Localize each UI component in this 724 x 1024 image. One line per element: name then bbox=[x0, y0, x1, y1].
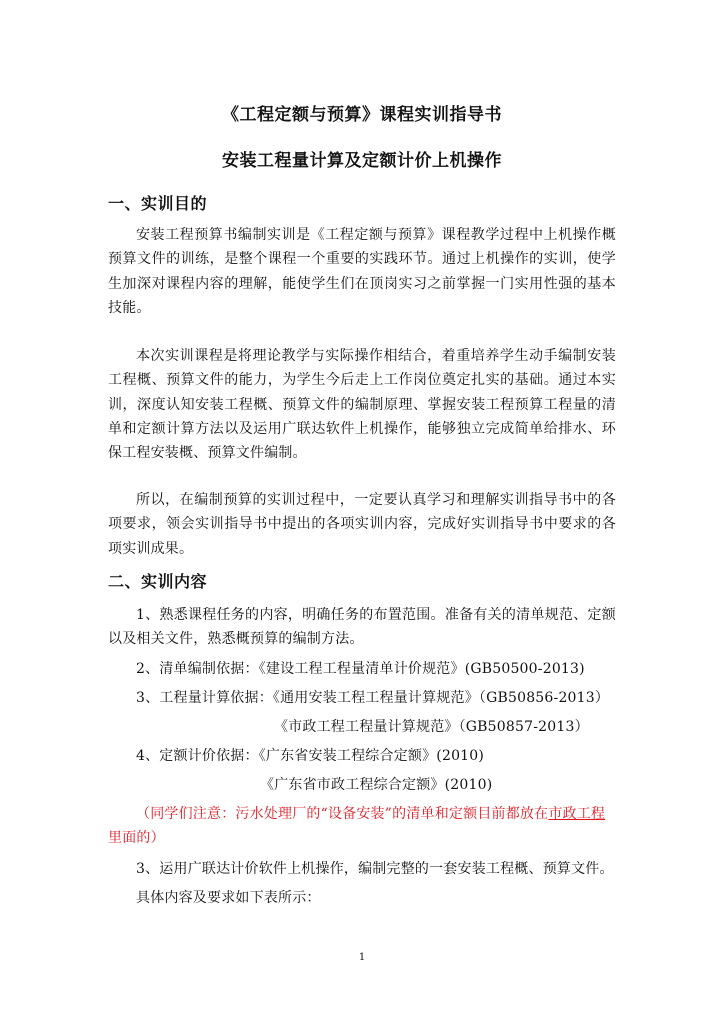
content-item-5: 3、运用广联达计价软件上机操作，编制完整的一套安装工程概、预算文件。 bbox=[136, 861, 614, 877]
objective-paragraph-3: 所以，在编制预算的实训过程中，一定要认真学习和理解实训指导书中的各项要求，领会实训指导书中提出的各项实训内容，完成好实训指导书中要求的各项实训成果。 bbox=[108, 492, 616, 557]
student-notice bbox=[108, 802, 616, 850]
content-item-4: 4、定额计价依据：《广东省安装工程综合定额》(2010) bbox=[136, 748, 485, 764]
notice-text-start: （同学们注意：污水处理厂的“设备安装”的清单和定额目前都放在 bbox=[136, 806, 549, 822]
notice-text-end: 里面的） bbox=[108, 830, 165, 846]
document-title: 《工程定额与预算》课程实训指导书 bbox=[222, 105, 502, 125]
section-heading-objective: 一、实训目的 bbox=[108, 194, 208, 213]
content-item-1: 1、熟悉课程任务的内容，明确任务的布置范围。准备有关的清单规范、定额以及相关文件，熟悉概预算的编制方法。 bbox=[108, 607, 616, 648]
notice-underlined-text: 市政工程 bbox=[548, 806, 606, 822]
objective-paragraph-2: 本次实训课程是将理论教学与实际操作相结合，着重培养学生动手编制安装工程概、预算文件的能力，为学生今后走上工作岗位奠定扎实的基础。通过本实训，深度认知安装工程概、预算文件的编制原理、掌握安装工程预算工程量的清单和定额计算方法以及运用广联达软件上机操作，能够独立完成简单给排水、环保工程安装概、预算文件编制。 bbox=[108, 348, 616, 462]
content-item-2: 2、清单编制依据：《建设工程工程量清单计价规范》(GB50500-2013) bbox=[136, 661, 585, 677]
content-item-3-continued: 《市政工程工程量计算规范》（GB50857-2013） bbox=[274, 719, 589, 735]
page-number: 1 bbox=[358, 952, 366, 963]
content-item-4-continued: 《广东省市政工程综合定额》(2010) bbox=[260, 777, 493, 793]
content-item-6: 具体内容及要求如下表所示： bbox=[136, 890, 321, 906]
content-item-3: 3、工程量计算依据：《通用安装工程工程量计算规范》（GB50856-2013） bbox=[136, 690, 610, 706]
section-heading-content: 二、实训内容 bbox=[108, 572, 208, 591]
document-subtitle: 安装工程量计算及定额计价上机操作 bbox=[222, 151, 502, 171]
objective-paragraph-1: 安装工程预算书编制实训是《工程定额与预算》课程教学过程中上机操作概预算文件的训练，是整个课程一个重要的实践环节。通过上机操作的实训，使学生加深对课程内容的理解，能使学生们在顶岗实习之前掌握一门实用性强的基本技能。 bbox=[108, 227, 616, 316]
